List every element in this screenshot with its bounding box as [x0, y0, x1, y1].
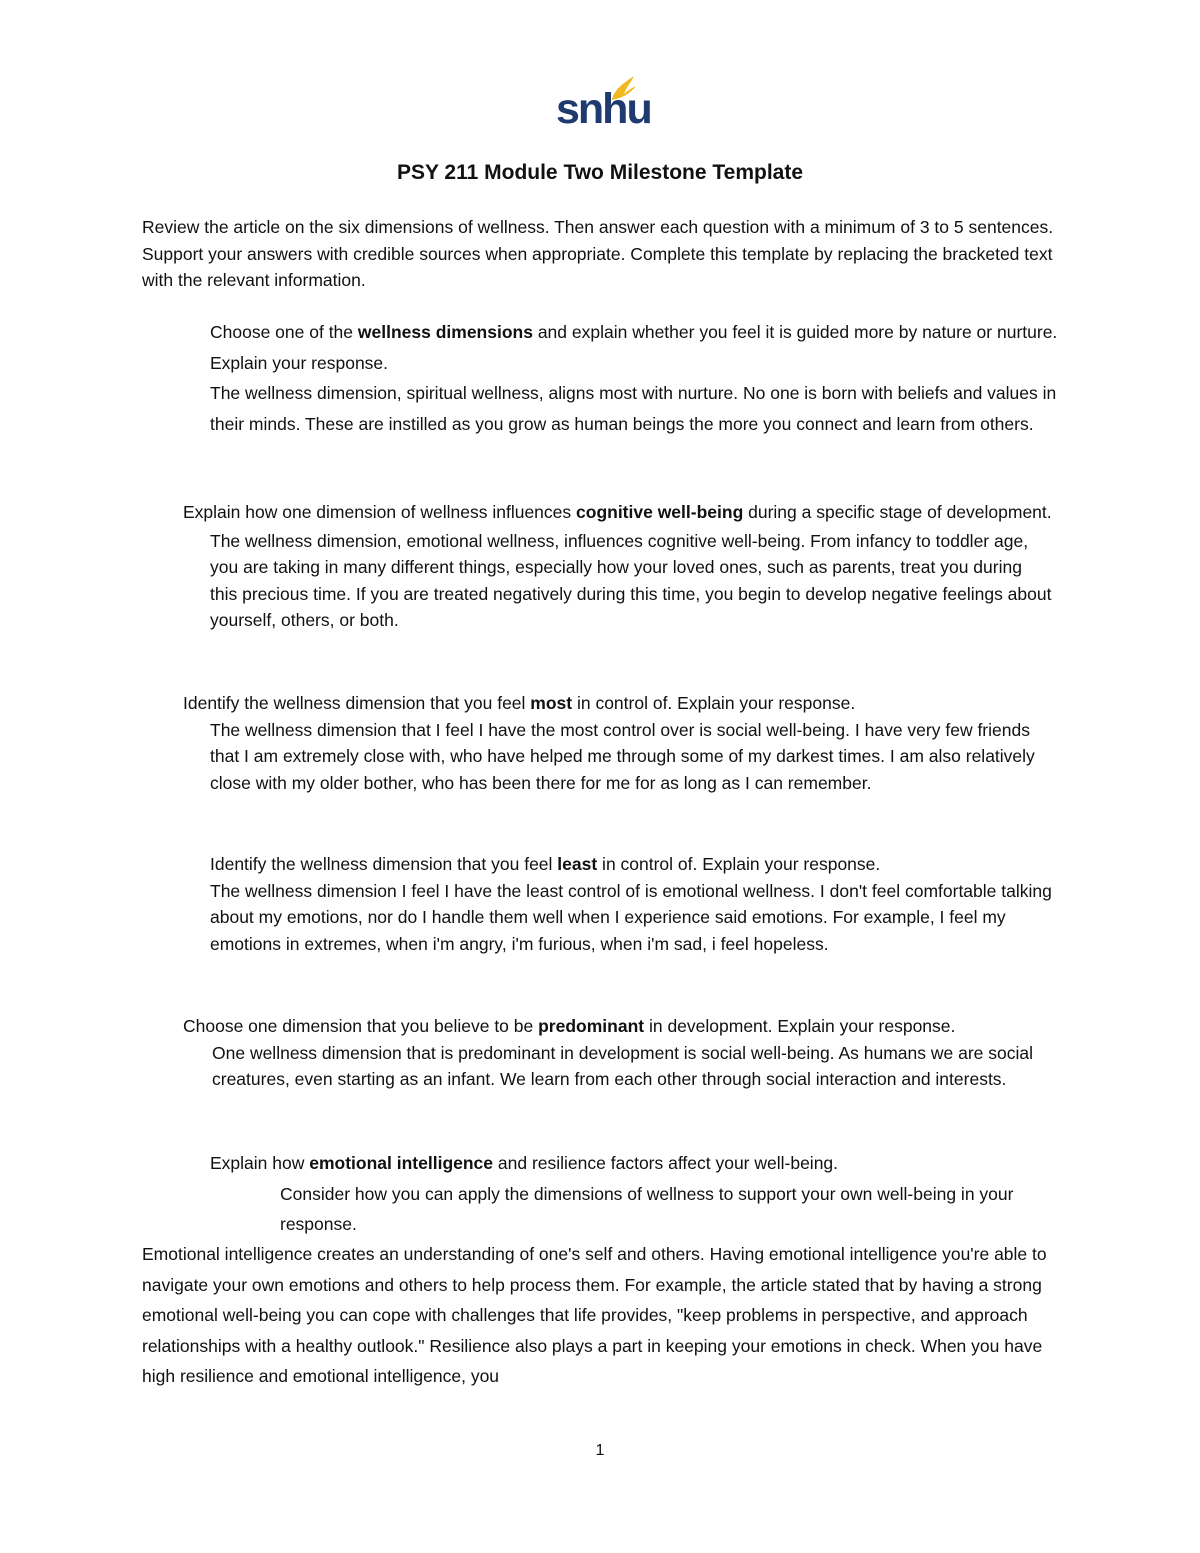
question-answer: One wellness dimension that is predominant in development is social well-being. As humans we are social creatures, even starting as an infant. We learn from each other through social interaction and interests. [212, 1042, 1033, 1089]
question-prompt: Identify the wellness dimension that you feel most in control of. Explain your response. [183, 693, 856, 713]
question-prompt: Identify the wellness dimension that you feel least in control of. Explain your response. [210, 854, 881, 874]
question-keyword: cognitive well-being [576, 502, 744, 522]
closing-answer: Emotional intelligence creates an understanding of one's self and others. Having emotional intelligence you're able to navigate your own emotions and others to help process them. For example, the article stated that by having a strong emotional well-being you can cope with challenges that life provides, "keep problems in perspective, and approach relationships with a healthy outlook." Resilience also plays a part in keeping your emotions in check. When you have high resilience and emotional intelligence, you [142, 1244, 1047, 1386]
question-block-6 [210, 1148, 1060, 1240]
question-keyword: emotional intelligence [309, 1153, 494, 1173]
logo-wordmark: snhu [556, 85, 651, 133]
snhu-logo [556, 74, 651, 133]
question-block-2 [183, 497, 1053, 634]
question-answer: The wellness dimension, spiritual wellness, aligns most with nurture. No one is born with beliefs and values in their minds. These are instilled as you grow as human beings the more you connect and learn from others. [210, 383, 1057, 434]
question-keyword: predominant [538, 1016, 645, 1036]
question-answer: The wellness dimension, emotional wellness, influences cognitive well-being. From infancy to toddler age, you are taking in many different things, especially how your loved ones, such as parents, treat you during this precious time. If you are treated negatively during this time, you begin to develop negative feelings about yourself, others, or both. [210, 530, 1052, 630]
question-block-4 [210, 851, 1060, 957]
question-prompt: Choose one of the wellness dimensions and explain whether you feel it is guided more by nature or nurture. Explain your response. [210, 322, 1058, 373]
question-keyword: wellness dimensions [357, 322, 533, 342]
question-keyword: most [530, 693, 573, 713]
question-sub-prompt: Consider how you can apply the dimensions of wellness to support your own well-being in your response. [280, 1183, 1014, 1234]
question-prompt: Explain how one dimension of wellness influences cognitive well-being during a specific stage of development. [183, 502, 1052, 522]
question-prompt: Explain how emotional intelligence and resilience factors affect your well-being. [210, 1153, 839, 1173]
question-prompt: Choose one dimension that you believe to be predominant in development. Explain your response. [183, 1016, 956, 1036]
page-number: 1 [595, 1442, 605, 1459]
question-block-1 [210, 317, 1065, 439]
question-keyword: least [557, 854, 598, 874]
question-answer: The wellness dimension I feel I have the least control of is emotional wellness. I don't feel comfortable talking about my emotions, nor do I handle them well when I experience said emotions. For example, I feel my emotions in extremes, when i'm angry, i'm furious, when i'm sad, i feel hopeless. [210, 880, 1052, 954]
question-block-3 [183, 690, 1063, 796]
intro-paragraph: Review the article on the six dimensions of wellness. Then answer each question with a minimum of 3 to 5 sentences. Support your answers with credible sources when appropriate. Complete this template by replacing the bracketed text with the relevant information. [142, 217, 1054, 290]
question-block-5 [183, 1013, 1063, 1093]
page-title: PSY 211 Module Two Milestone Template [396, 161, 804, 184]
question-answer: The wellness dimension that I feel I have the most control over is social well-being. I have very few friends that I am extremely close with, who have helped me through some of my darkest times. I am also relatively close with my older bother, who has been there for me for as long as I can remember. [210, 719, 1035, 793]
